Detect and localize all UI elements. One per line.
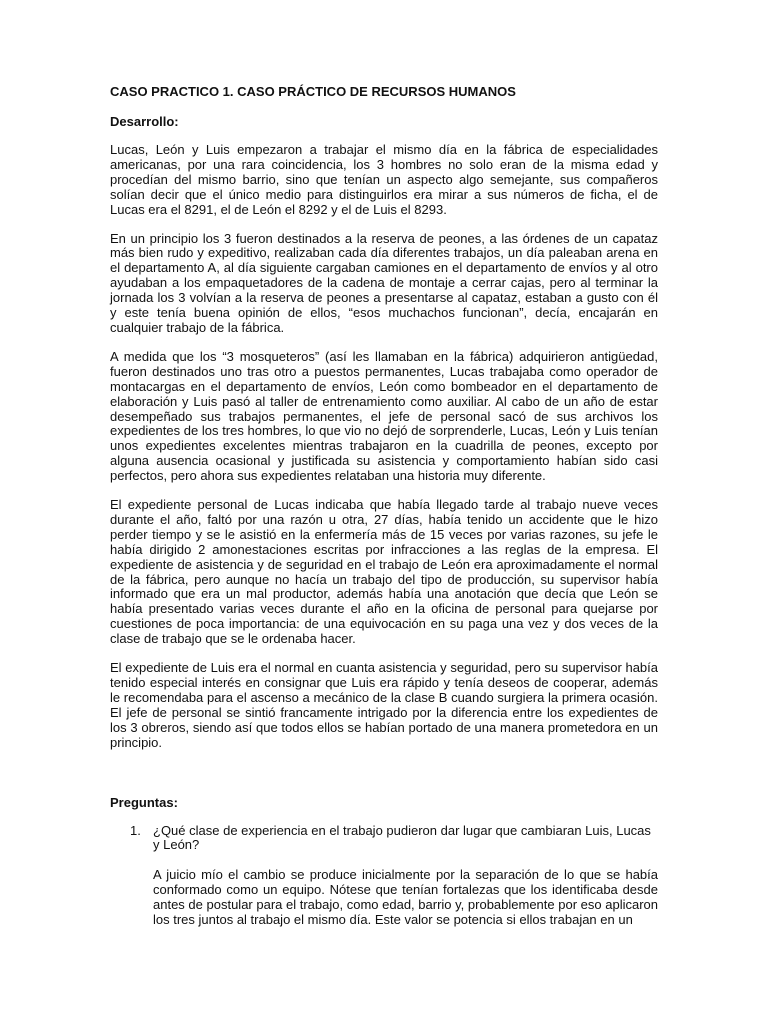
paragraph-peones: En un principio los 3 fueron destinados a la reserva de peones, a las órdenes de un capataz más bien rudo y expeditivo, realizaban cada día diferentes trabajos, un día paleaban arena en el departamento A, al día siguiente cargaban camiones en el departamento de envíos y al otro ayudaban a los empaquetadores de la cadena de montaje a cerrar cajas, pero al terminar la jornada los 3 volvían a la reserva de peones a presentarse al capataz, estaban a gusto con él y este tenía buena opinión de ellos, “esos muchachos funcionan”, decía, encajarán en cualquier trabajo de la fábrica. xyxy=(110,230,658,335)
paragraph-intro: Lucas, León y Luis empezaron a trabajar el mismo día en la fábrica de especialidades americanas, por una rara coincidencia, los 3 hombres no solo eran de la misma edad y procedían del mismo barrio, sino que tenían un aspecto algo semejante, sus compañeros solían decir que el único medio para distinguirlos era mirar a sus números de ficha, el de Lucas era el 8291, el de León el 8292 y el de Luis el 8293. xyxy=(110,142,658,217)
answer-text: A juicio mío el cambio se produce inicialmente por la separación de lo que se había conformado como un equipo. Nótese que tenían fortalezas que los identificaba desde antes de postular para el trabajo, como edad, barrio y, probablemente por eso aplicaron los tres juntos al trabajo el mismo día. Este valor se potencia si ellos trabajan en un xyxy=(153,867,658,928)
question-number: 1. xyxy=(130,822,141,838)
paragraph-mosqueteros: A medida que los “3 mosqueteros” (así les llamaban en la fábrica) adquirieron antigüedad, fueron destinados uno tras otro a puestos permanentes, Lucas trabajaba como operador de montacargas en el departamento de envíos, León como bombeador en el departamento de elaboración y Luis pasó al taller de entrenamiento como auxiliar. Al cabo de un año de estar desempeñado sus trabajos permanentes, el jefe de personal sacó de sus archivos los expedientes de los tres hombres, lo que vio no dejó de sorprenderle, Lucas, León y Luis tenían unos expedientes excelentes mientras trabajaron en la cuadrilla de peones, excepto por alguna ausencia ocasional y justificada su asistencia y comportamiento habían sido casi perfectos, pero ahora sus expedientes relataban una historia muy diferente. xyxy=(110,348,658,484)
question-item xyxy=(110,824,658,854)
question-text: ¿Qué clase de experiencia en el trabajo pudieron dar lugar que cambiaran Luis, Lucas y León? xyxy=(153,822,651,853)
document-page xyxy=(110,84,658,941)
questions-heading: Preguntas: xyxy=(110,794,178,810)
paragraph-lucas-leon-record: El expediente personal de Lucas indicaba que había llegado tarde al trabajo nueve veces durante el año, faltó por una razón u otra, 27 días, había tenido un accidente que le hizo perder tiempo y se le asistió en la enfermería más de 15 veces por varias razones, su jefe le había dirigido 2 amonestaciones escritas por infracciones a las reglas de la empresa. El expediente de asistencia y de seguridad en el trabajo de León era aproximadamente el normal de la fábrica, pero aunque no hacía un trabajo del tipo de producción, su supervisor había informado que era un mal productor, además había una anotación que decía que León se había presentado varias veces durante el año en la oficina de personal para quejarse por cuestiones de poca importancia: de una equivocación en su paga una vez y dos veces de la clase de trabajo que se le ordenaba hacer. xyxy=(110,497,658,647)
development-heading: Desarrollo: xyxy=(110,114,179,129)
document-title: CASO PRACTICO 1. CASO PRÁCTICO DE RECURSOS HUMANOS xyxy=(110,84,516,99)
paragraph-luis-record: El expediente de Luis era el normal en cuanta asistencia y seguridad, pero su supervisor había tenido especial interés en consignar que Luis era rápido y tenía deseos de cooperar, además le recomendaba para el ascenso a mecánico de la clase B cuando surgiera la primera ocasión. El jefe de personal se sintió francamente intrigado por la diferencia entre los expedientes de los 3 obreros, siendo así que todos ellos se habían portado de una manera prometedora en un principio. xyxy=(110,660,658,750)
